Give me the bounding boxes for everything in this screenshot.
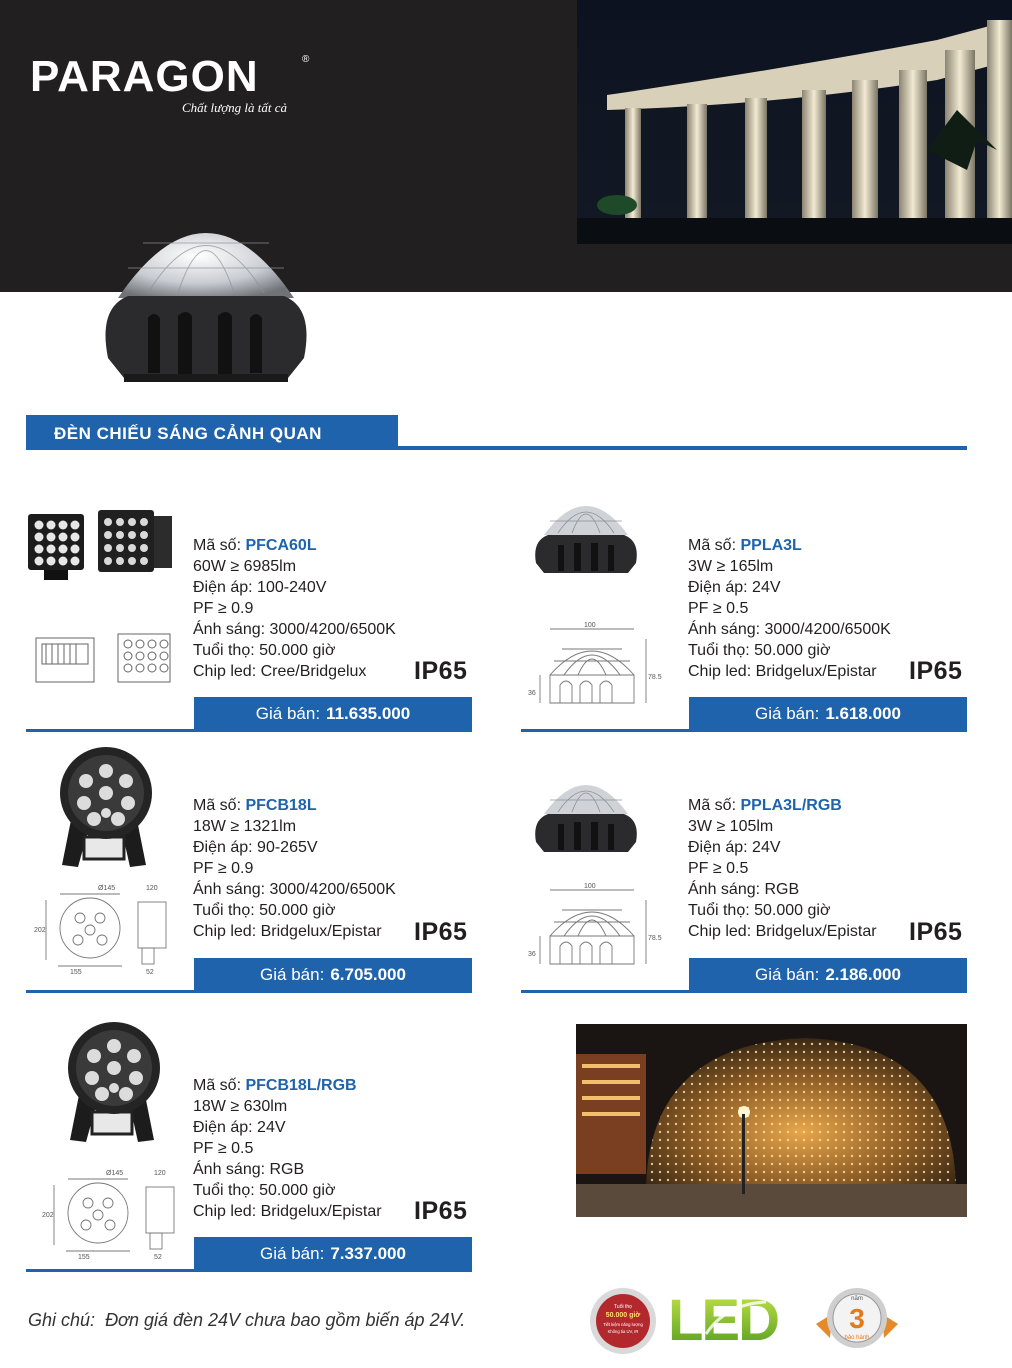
ppla3l-specs [688,535,918,682]
code-label: Mã số: [688,537,737,554]
section-title: ĐÈN CHIẾU SÁNG CẢNH QUAN [54,424,322,443]
footer-note [28,1310,465,1331]
spec-power: 3W ≥ 165lm [688,558,774,575]
spec-power: 3W ≥ 105lm [688,818,774,835]
spec-light: Ánh sáng: RGB [688,881,800,898]
price-label: Giá bán: [755,704,820,723]
ip-rating: IP65 [909,657,963,685]
product-code: PFCB18L [245,797,317,814]
spec-power: 18W ≥ 630lm [193,1098,288,1115]
spec-pf: PF ≥ 0.9 [193,860,254,877]
warranty-bottom: bảo hành [844,1335,870,1341]
spec-lifetime: Tuổi thọ: 50.000 giờ [193,902,336,919]
dim-height: 78.5 [648,935,662,942]
ip-rating: IP65 [414,1197,468,1225]
product-code-line [193,1075,423,1096]
dim-depth: 120 [146,885,158,892]
dim-width: 155 [78,1254,90,1260]
brand-tagline: Chất lượng là tất cả [182,100,288,115]
spec-lifetime: Tuổi thọ: 50.000 giờ [688,642,831,659]
spec-lifetime: Tuổi thọ: 50.000 giờ [193,642,336,659]
dim-base: 36 [528,690,536,697]
lifetime-badge [588,1286,658,1356]
price-value: 1.618.000 [825,704,901,723]
product-divider [26,729,472,732]
price-label: Giá bán: [255,704,321,723]
price-bar [689,958,967,992]
ppla3l-rgb-technical-drawing [524,876,674,968]
price-value: 7.337.000 [330,1244,406,1263]
badge-line-2: 50.000 giờ [605,1312,641,1319]
spec-lifetime: Tuổi thọ: 50.000 giờ [688,902,831,919]
product-divider [26,990,472,993]
spec-power: 60W ≥ 6985lm [193,558,297,575]
spec-chip: Chip led: Bridgelux/Epistar [193,1203,382,1220]
pfca60l-technical-drawing [26,630,176,690]
dim-width: 155 [70,969,82,975]
spec-chip: Chip led: Bridgelux/Epistar [688,663,877,680]
spec-light: Ánh sáng: 3000/4200/6500K [688,621,891,638]
note-text: Đơn giá đèn 24V chưa bao gồm biến áp 24V. [105,1310,466,1330]
badge-line-4: Không tia UV, IR [607,1329,639,1334]
badge-line-3: Tiết kiệm năng lượng [603,1322,643,1327]
dim-base: 36 [528,951,536,958]
price-bar [689,697,967,731]
note-label: Ghi chú: [28,1310,96,1330]
spec-voltage: Điện áp: 24V [688,839,781,856]
dome-building-photo [576,1024,967,1217]
product-divider [521,729,967,732]
product-divider [521,990,967,993]
spec-voltage: Điện áp: 100-240V [193,579,327,596]
price-label: Giá bán: [755,965,820,984]
spec-pf: PF ≥ 0.5 [688,600,749,617]
dim-height: 202 [34,927,46,934]
dim-diameter: Ø145 [98,885,116,892]
ppla3l-rgb-specs [688,795,918,942]
led-text: LED [668,1288,778,1350]
registered-mark: ® [302,54,310,65]
product-code-line [193,535,423,556]
dim-height: 202 [42,1212,54,1219]
ppla3l-technical-drawing [524,615,674,707]
pfcb18l-specs [193,795,423,942]
hero-dome-light-image [88,188,324,404]
pfcb18l-product-image [48,745,160,875]
ppla3l-product-image [528,485,644,581]
price-value: 2.186.000 [825,965,901,984]
spec-light: Ánh sáng: 3000/4200/6500K [193,621,396,638]
product-code: PPLA3L/RGB [740,797,842,814]
dim-height: 78.5 [648,674,662,681]
product-code: PFCB18L/RGB [245,1077,357,1094]
price-value: 6.705.000 [330,965,406,984]
product-code-line [688,535,918,556]
spec-voltage: Điện áp: 24V [688,579,781,596]
price-label: Giá bán: [260,965,325,984]
warranty-badge [802,1284,912,1354]
dim-width: 100 [584,883,596,890]
spec-pf: PF ≥ 0.5 [688,860,749,877]
spec-pf: PF ≥ 0.5 [193,1140,254,1157]
ip-rating: IP65 [909,918,963,946]
dim-depth: 120 [154,1170,166,1177]
warranty-top: năm [851,1296,863,1302]
spec-light: Ánh sáng: 3000/4200/6500K [193,881,396,898]
dim-width: 100 [584,622,596,629]
code-label: Mã số: [193,1077,242,1094]
product-divider [26,1269,472,1272]
ppla3l-rgb-product-image [528,764,644,860]
pfcb18l-rgb-specs [193,1075,423,1222]
pfca60l-specs [193,535,423,682]
price-label: Giá bán: [260,1244,325,1263]
spec-chip: Chip led: Bridgelux/Epistar [193,923,382,940]
colonnade-photo [577,0,1012,244]
code-label: Mã số: [688,797,737,814]
code-label: Mã số: [193,797,242,814]
warranty-number: 3 [849,1303,865,1334]
code-label: Mã số: [193,537,242,554]
spec-pf: PF ≥ 0.9 [193,600,254,617]
pfca60l-product-image [26,508,176,588]
spec-chip: Chip led: Bridgelux/Epistar [688,923,877,940]
badge-line-1: Tuổi thọ [614,1304,632,1310]
spec-light: Ánh sáng: RGB [193,1161,305,1178]
product-code: PFCA60L [245,537,317,554]
product-code: PPLA3L [740,537,802,554]
price-value: 11.635.000 [326,704,411,723]
price-bar [194,697,472,731]
pfcb18l-rgb-technical-drawing [38,1165,188,1260]
dim-bracket: 52 [154,1254,162,1260]
ip-rating: IP65 [414,657,468,685]
section-divider [26,446,967,450]
ip-rating: IP65 [414,918,468,946]
price-bar [194,958,472,992]
product-code-line [688,795,918,816]
dim-bracket: 52 [146,969,154,975]
price-bar [194,1237,472,1271]
spec-chip: Chip led: Cree/Bridgelux [193,663,367,680]
spec-voltage: Điện áp: 90-265V [193,839,318,856]
spec-power: 18W ≥ 1321lm [193,818,297,835]
spec-voltage: Điện áp: 24V [193,1119,286,1136]
dim-diameter: Ø145 [106,1170,124,1177]
spec-lifetime: Tuổi thọ: 50.000 giờ [193,1182,336,1199]
pfcb18l-rgb-product-image [56,1020,168,1150]
led-logo [666,1284,794,1350]
product-code-line [193,795,423,816]
brand-logo: PARAGON [30,52,259,101]
pfcb18l-technical-drawing [30,880,180,975]
